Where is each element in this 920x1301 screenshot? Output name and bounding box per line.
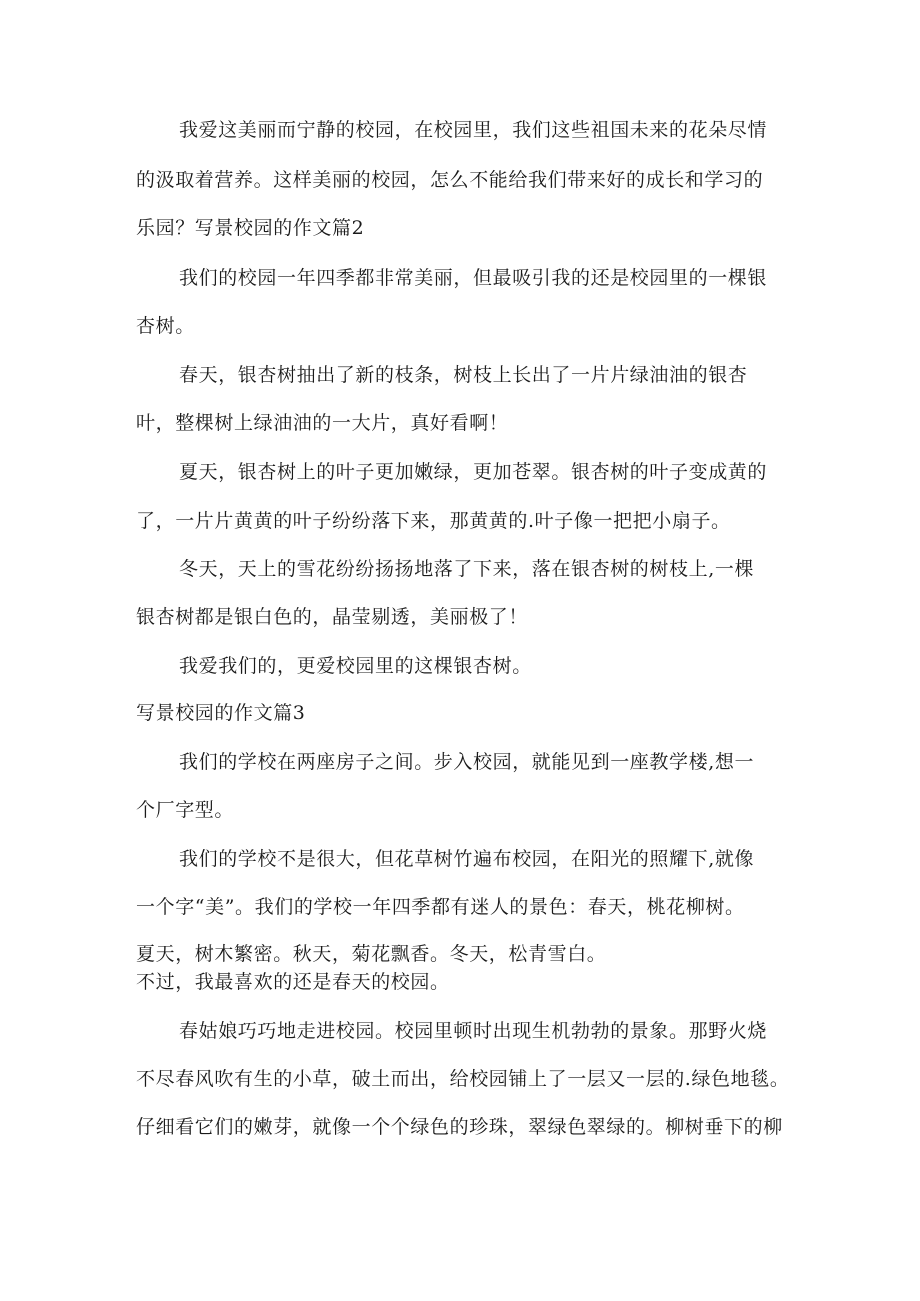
section-heading: 写景校园的作文篇3 [136, 702, 306, 724]
paragraph-line: 夏天，树木繁密。秋天，菊花飘香。冬天，松青雪白。 [136, 943, 607, 965]
paragraph-line: 仔细看它们的嫩芽，就像一个个绿色的珍珠，翠绿色翠绿的。柳树垂下的柳 [136, 1116, 783, 1138]
paragraph-line: 叶，整棵树上绿油油的一大片，真好看啊！ [136, 412, 509, 434]
paragraph-line: 春姑娘巧巧地走进校园。校园里顿时出现生机勃勃的景象。那野火烧 [179, 1020, 768, 1042]
paragraph-line: 一个字“美”。我们的学校一年四季都有迷人的景色：春天，桃花柳树。 [136, 896, 745, 918]
paragraph-line: 冬天，天上的雪花纷纷扬扬地落了下来，落在银杏树的树枝上,一棵 [179, 558, 755, 580]
paragraph-line: 银杏树都是银白色的，晶莹剔透，美丽极了！ [136, 606, 529, 628]
paragraph-line: 夏天，银杏树上的叶子更加嫩绿，更加苍翠。银杏树的叶子变成黄的 [179, 461, 768, 483]
paragraph-line: 杏树。 [136, 315, 195, 337]
paragraph-line: 我们的学校不是很大，但花草树竹遍布校园，在阳光的照耀下,就像 [179, 848, 755, 870]
paragraph-line: 个厂字型。 [136, 799, 235, 821]
paragraph-line: 我们的校园一年四季都非常美丽，但最吸引我的还是校园里的一棵银 [179, 267, 768, 289]
paragraph-line: 的汲取着营养。这样美丽的校园，怎么不能给我们带来好的成长和学习的 [136, 169, 764, 191]
paragraph-line: 不过，我最喜欢的还是春天的校园。 [136, 971, 450, 993]
paragraph-line: 不尽春风吹有生的小草，破土而出，给校园铺上了一层又一层的.绿色地毯。 [136, 1068, 790, 1090]
paragraph-line: 我爱我们的，更爱校园里的这棵银杏树。 [179, 655, 532, 677]
paragraph-line: 乐园？写景校园的作文篇2 [136, 217, 365, 239]
paragraph-line: 了，一片片黄黄的叶子纷纷落下来，那黄黄的.叶子像一把把小扇子。 [136, 510, 731, 532]
paragraph-line: 我们的学校在两座房子之间。步入校园，就能见到一座教学楼,想一 [179, 751, 755, 773]
paragraph-line: 春天，银杏树抽出了新的枝条，树枝上长出了一片片绿油油的银杏 [179, 364, 748, 386]
paragraph-line: 我爱这美丽而宁静的校园，在校园里，我们这些祖国未来的花朵尽情 [179, 119, 768, 141]
